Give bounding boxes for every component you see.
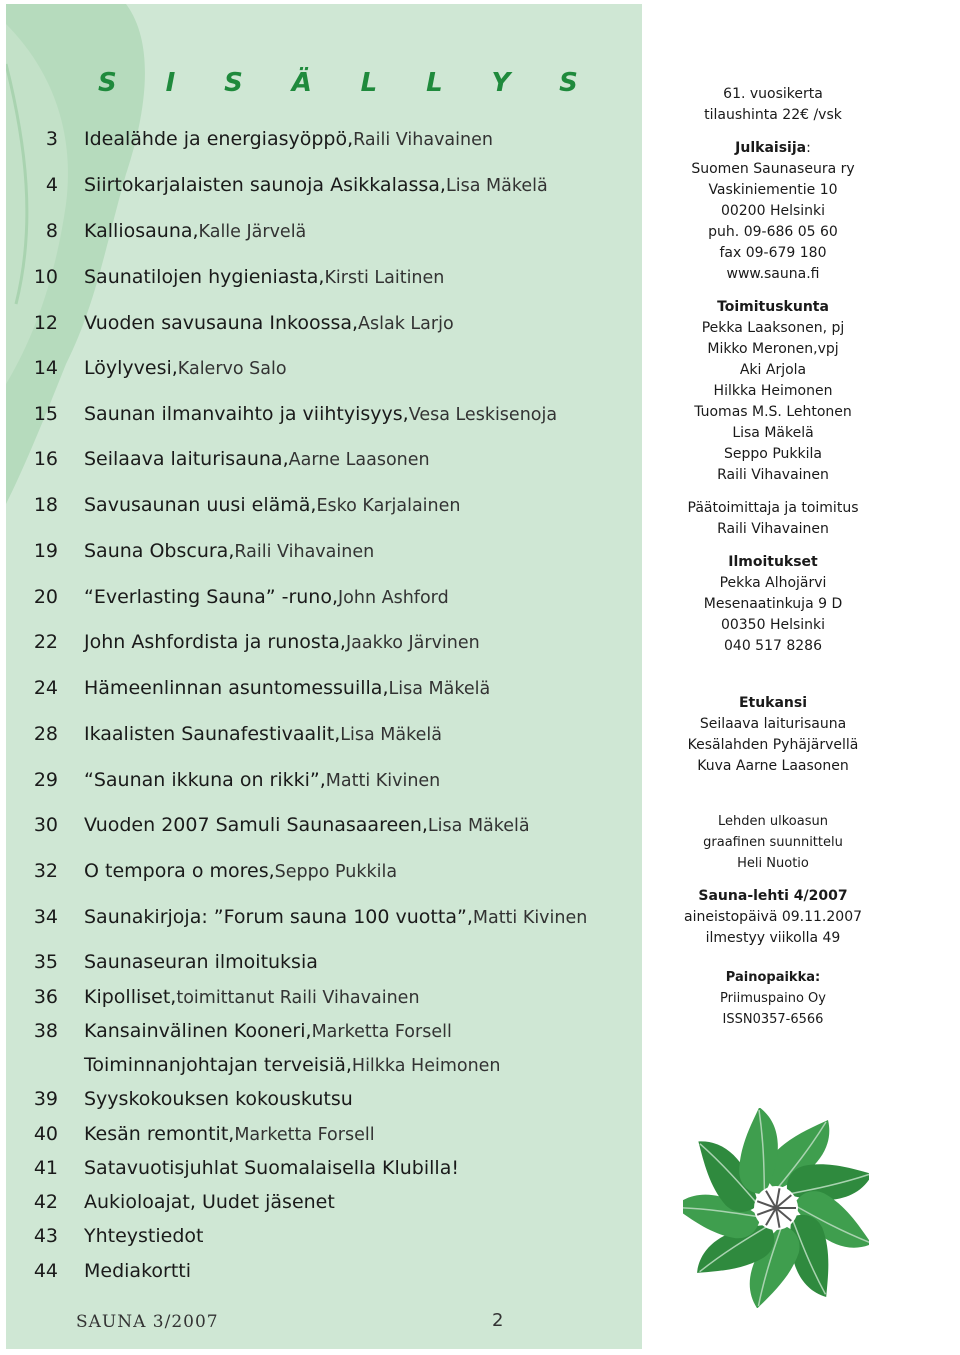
- toc-page-number: 32: [33, 860, 58, 882]
- publisher-block: [680, 138, 866, 285]
- toc-article-title: Idealähde ja energiasyöppö,: [84, 128, 354, 150]
- toc-article-title: Ikaalisten Saunafestivaalit,: [84, 723, 341, 745]
- toc-page-number: 22: [33, 631, 58, 653]
- toc-page-number: 14: [33, 357, 58, 379]
- colophon-line: Lehden ulkoasun: [718, 814, 828, 829]
- heading-letter: S: [98, 68, 117, 98]
- colophon-line: Seilaava laiturisauna: [699, 716, 847, 732]
- toc-entry: [6, 763, 642, 797]
- colophon-line: puh. 09-686 05 60: [708, 224, 838, 240]
- toc-page-number: 39: [33, 1088, 58, 1110]
- magazine-issue-footer: SAUNA 3/2007: [76, 1312, 219, 1332]
- colophon-line: fax 09-679 180: [719, 245, 827, 261]
- colophon-line: Mikko Meronen,vpj: [707, 341, 839, 357]
- toc-article-title: Seilaava laiturisauna,: [84, 448, 289, 470]
- toc-article-title: Syyskokouksen kokouskutsu: [84, 1088, 353, 1110]
- colophon-line: Vaskiniementie 10: [708, 182, 838, 198]
- toc-page-number: 15: [33, 403, 58, 425]
- toc-article-author: Vesa Leskisenoja: [408, 405, 558, 425]
- toc-entry: [6, 168, 642, 202]
- toc-article-author: Jaakko Järvinen: [345, 633, 480, 653]
- chief-editor-heading: Päätoimittaja ja toimitus: [687, 500, 859, 516]
- ads-heading: Ilmoitukset: [728, 554, 818, 570]
- toc-entry: [6, 534, 642, 568]
- toc-article-title: Saunatilojen hygieniasta,: [84, 266, 325, 288]
- toc-entry: [6, 214, 642, 248]
- subscription-price: tilaushinta 22€ /vsk: [704, 107, 842, 123]
- toc-article-author: Raili Vihavainen: [353, 130, 493, 150]
- colophon-line: Aki Arjola: [739, 362, 807, 378]
- colophon-line: Tuomas M.S. Lehtonen: [694, 404, 852, 420]
- toc-page-number: 3: [45, 128, 58, 150]
- toc-article-author: Kalervo Salo: [177, 359, 287, 379]
- toc-article-title: Kansainvälinen Kooneri,: [84, 1020, 312, 1042]
- colophon-line: Heli Nuotio: [737, 856, 809, 871]
- toc-page-number: 10: [33, 266, 58, 288]
- toc-article-title: Saunaseuran ilmoituksia: [84, 951, 318, 973]
- toc-article-author: John Ashford: [338, 588, 449, 608]
- toc-article-title: Saunan ilmanvaihto ja viihtyisyys,: [84, 403, 409, 425]
- toc-article-title: Kipolliset,: [84, 986, 177, 1008]
- colophon-line: 00200 Helsinki: [720, 203, 826, 219]
- toc-entry: [6, 717, 642, 751]
- heading-letter: L: [360, 68, 378, 98]
- design-block: [680, 811, 866, 874]
- heading-letter: I: [165, 68, 176, 98]
- toc-article-author: Aarne Laasonen: [288, 450, 430, 470]
- toc-article-title: Mediakortti: [84, 1260, 192, 1282]
- toc-article-author: Aslak Larjo: [358, 314, 454, 334]
- heading-letter: S: [224, 68, 243, 98]
- toc-entry: [6, 1151, 642, 1185]
- next-issue-heading: Sauna-lehti 4/2007: [698, 888, 848, 904]
- toc-entry: [6, 1048, 642, 1082]
- page-number: 2: [492, 1310, 504, 1331]
- toc-entry: [6, 625, 642, 659]
- colophon-line: Raili Vihavainen: [717, 467, 829, 483]
- toc-page-number: 44: [33, 1260, 58, 1282]
- cover-credits: [680, 714, 866, 777]
- toc-article-author: Marketta Forsell: [234, 1125, 375, 1145]
- toc-entry: [6, 351, 642, 385]
- ads-block: [680, 552, 866, 657]
- toc-page-number: 4: [45, 174, 58, 196]
- contents-heading: [98, 68, 578, 98]
- toc-article-author: Lisa Mäkelä: [388, 679, 491, 699]
- toc-article-author: Raili Vihavainen: [234, 542, 375, 562]
- publisher-lines: [680, 159, 866, 285]
- toc-article-title: Saunakirjoja: ”Forum sauna 100 vuotta”,: [84, 906, 473, 928]
- toc-article-author: Kalle Järvelä: [198, 222, 307, 242]
- toc-article-title: Kesän remontit,: [84, 1123, 235, 1145]
- toc-entry: [6, 122, 642, 156]
- toc-page-number: 19: [33, 540, 58, 562]
- toc-article-title: John Ashfordista ja runosta,: [84, 631, 346, 653]
- leaf-wreath-logo-icon: [683, 1108, 869, 1308]
- toc-article-title: “Saunan ikkuna on rikki”,: [84, 769, 326, 791]
- toc-article-author: Lisa Mäkelä: [340, 725, 442, 745]
- print-block: [680, 967, 866, 1030]
- toc-entry: [6, 854, 642, 888]
- colophon-line: Pekka Laaksonen, pj: [701, 320, 845, 336]
- toc-entry: [6, 442, 642, 476]
- toc-page-number: 43: [33, 1225, 58, 1247]
- colophon-line: www.sauna.fi: [726, 266, 820, 282]
- toc-entry: [6, 1014, 642, 1048]
- toc-article-author: Esko Karjalainen: [316, 496, 461, 516]
- toc-article-author: Seppo Pukkila: [274, 862, 398, 882]
- editorial-members: [680, 318, 866, 486]
- toc-page-number: 40: [33, 1123, 58, 1145]
- toc-entry: [6, 580, 642, 614]
- colophon-line: ISSN0357-6566: [722, 1012, 824, 1027]
- heading-letter: L: [426, 68, 443, 98]
- toc-page-number: 38: [33, 1020, 58, 1042]
- colophon-line: Hilkka Heimonen: [713, 383, 833, 399]
- heading-letter: Ä: [291, 68, 312, 98]
- toc-entry: [6, 1254, 642, 1288]
- toc-page-number: 41: [33, 1157, 58, 1179]
- cover-block: [680, 693, 866, 777]
- toc-article-title: Toiminnanjohtajan terveisiä,: [84, 1054, 352, 1076]
- design-credits: [680, 811, 866, 874]
- toc-article-author: toimittanut Raili Vihavainen: [176, 988, 420, 1008]
- colophon-line: Lisa Mäkelä: [732, 425, 814, 441]
- colophon-line: graafinen suunnittelu: [703, 835, 843, 850]
- toc-page-number: 36: [33, 986, 58, 1008]
- volume: 61. vuosikerta: [723, 86, 823, 102]
- toc-page-number: 35: [33, 951, 58, 973]
- colophon-line: Pekka Alhojärvi: [719, 575, 827, 591]
- toc-article-title: Siirtokarjalaisten saunoja Asikkalassa,: [84, 174, 446, 196]
- toc-article-author: Lisa Mäkelä: [427, 816, 530, 836]
- toc-page-number: 8: [45, 220, 58, 242]
- toc-article-author: Hilkka Heimonen: [351, 1056, 501, 1076]
- toc-article-title: Vuoden 2007 Samuli Saunasaareen,: [84, 814, 428, 836]
- toc-page-number: 30: [33, 814, 58, 836]
- colophon: [680, 84, 866, 1042]
- toc-article-title: Savusaunan uusi elämä,: [84, 494, 317, 516]
- colophon-line: 00350 Helsinki: [720, 617, 826, 633]
- toc-entry: [6, 397, 642, 431]
- colophon-line: Kesälahden Pyhäjärvellä: [687, 737, 859, 753]
- toc-entry: [6, 1082, 642, 1116]
- toc-page-number: 24: [33, 677, 58, 699]
- toc-entry: [6, 1185, 642, 1219]
- toc-page-number: 42: [33, 1191, 58, 1213]
- toc-entry: [6, 808, 642, 842]
- chief-editor-block: [680, 498, 866, 540]
- colophon-line: Seppo Pukkila: [724, 446, 822, 462]
- toc-page-number: 12: [33, 312, 58, 334]
- toc-article-author: Matti Kivinen: [325, 771, 441, 791]
- toc-entry: [6, 671, 642, 705]
- toc-entry: [6, 488, 642, 522]
- volume-info: [680, 84, 866, 126]
- colophon-line: Suomen Saunaseura ry: [691, 161, 855, 177]
- toc-entry: [6, 260, 642, 294]
- colophon-line: 040 517 8286: [724, 638, 822, 654]
- toc-article-title: Sauna Obscura,: [84, 540, 235, 562]
- editorial-block: [680, 297, 866, 486]
- colophon-line: ilmestyy viikolla 49: [705, 930, 841, 946]
- toc-article-author: Lisa Mäkelä: [445, 176, 548, 196]
- toc-article-author: Kirsti Laitinen: [324, 268, 445, 288]
- toc-page-number: 20: [33, 586, 58, 608]
- toc-entry: [6, 1117, 642, 1151]
- printing-info: [680, 988, 866, 1030]
- toc-page-number: 28: [33, 723, 58, 745]
- toc-article-title: Löylyvesi,: [84, 357, 178, 379]
- toc-page-number: 16: [33, 448, 58, 470]
- toc-entry: [6, 900, 642, 934]
- colophon-line: Kuva Aarne Laasonen: [697, 758, 849, 774]
- ads-contact: [680, 573, 866, 657]
- cover-heading: Etukansi: [738, 695, 808, 711]
- toc-article-author: Marketta Forsell: [311, 1022, 452, 1042]
- next-issue-dates: [680, 907, 866, 949]
- toc-article-title: O tempora o mores,: [84, 860, 275, 882]
- toc-article-author: Matti Kivinen: [472, 908, 588, 928]
- colophon-line: Priimuspaino Oy: [720, 991, 826, 1006]
- toc-page-number: 34: [33, 906, 58, 928]
- toc-entry: [6, 945, 642, 979]
- toc-entry: [6, 306, 642, 340]
- toc-article-title: Satavuotisjuhlat Suomalaisella Klubilla!: [84, 1157, 459, 1179]
- issue-block: [680, 886, 866, 949]
- toc-article-title: Vuoden savusauna Inkoossa,: [84, 312, 359, 334]
- toc-entry: [6, 1219, 642, 1253]
- toc-article-title: Hämeenlinnan asuntomessuilla,: [84, 677, 389, 699]
- toc-entry: [6, 980, 642, 1014]
- heading-letter: Y: [491, 68, 511, 98]
- editorial-heading: Toimituskunta: [717, 299, 829, 315]
- toc-article-title: Kalliosauna,: [84, 220, 199, 242]
- heading-letter: S: [559, 68, 578, 98]
- toc-page-number: 18: [33, 494, 58, 516]
- printing-heading: Painopaikka:: [725, 970, 821, 985]
- publisher-heading: Julkaisija:: [735, 140, 811, 156]
- toc-article-title: “Everlasting Sauna” -runo,: [84, 586, 339, 608]
- toc-page-number: 29: [33, 769, 58, 791]
- toc-article-title: Yhteystiedot: [84, 1225, 204, 1247]
- colophon-line: Mesenaatinkuja 9 D: [703, 596, 843, 612]
- colophon-line: aineistopäivä 09.11.2007: [683, 909, 863, 925]
- toc-article-title: Aukioloajat, Uudet jäsenet: [84, 1191, 335, 1213]
- contents-panel: [6, 4, 642, 1349]
- chief-editor-name: Raili Vihavainen: [717, 521, 829, 537]
